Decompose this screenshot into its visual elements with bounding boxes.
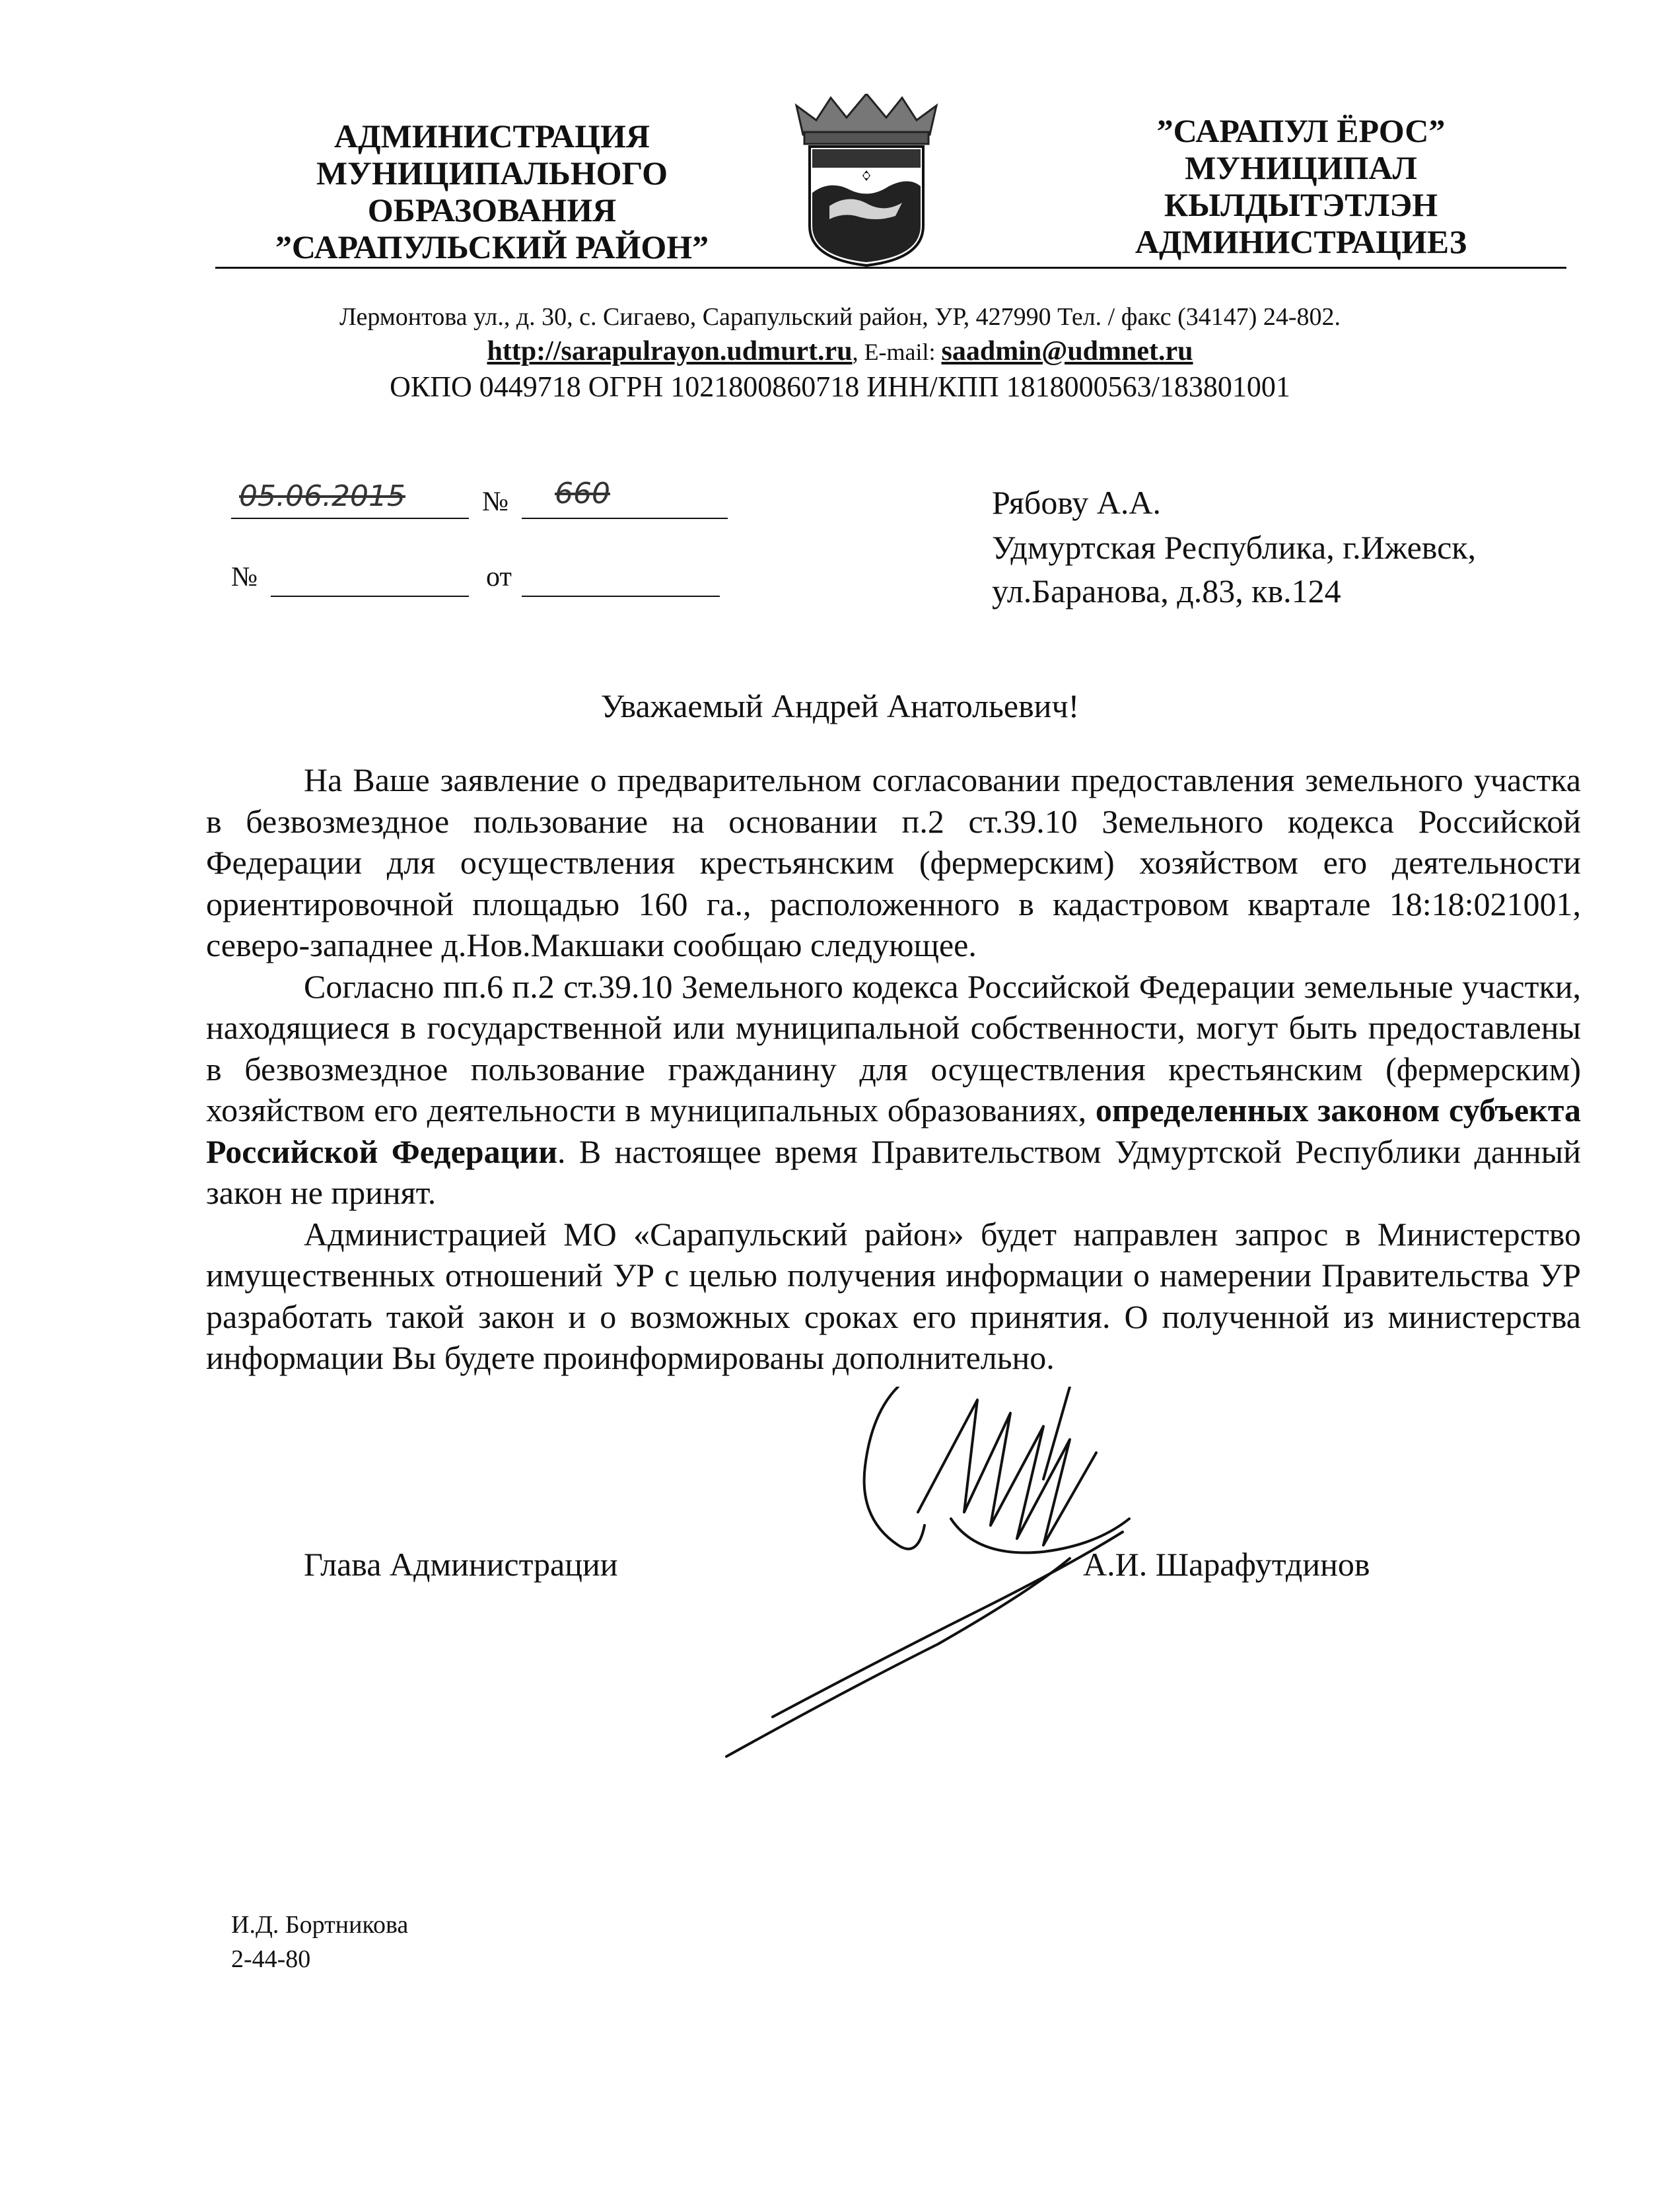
body-paragraph	[206, 966, 1581, 1214]
org-name-udmurt	[1083, 112, 1519, 260]
org-name-line: ОБРАЗОВАНИЯ	[367, 191, 617, 228]
ref-date-line	[522, 596, 720, 597]
number-label: №	[482, 487, 509, 517]
postal-address: Лермонтова ул., д. 30, с. Сигаево, Сарапульский район, УР, 427990 Тел. / факс (34147) 24-802.	[339, 303, 1341, 331]
handwritten-number: 660	[555, 477, 610, 510]
executor-name: И.Д. Бортникова	[231, 1911, 409, 1939]
handwritten-signature	[700, 1387, 1162, 1809]
body-text: Согласно пп.6 п.2 ст.39.10 Земельного кодекса Российской Федерации земельные участки, находящиеся в государственной или муниципальной собственности, могут быть предоставлены в безвозмездное пользование гражданину для осуществления крестьянским (фермерским) хозяйством его деятельности в муниципальных образованиях,	[206, 967, 1581, 1128]
ref-number-line	[271, 596, 469, 597]
org-name-line: АДМИНИСТРАЦИЕЗ	[1135, 223, 1467, 260]
org-name-line: МУНИЦИПАЛЬНОГО	[316, 155, 668, 191]
email-label: , E-mail:	[852, 339, 942, 365]
website-link[interactable]: http://sarapulrayon.udmurt.ru	[487, 336, 853, 366]
executor-phone: 2-44-80	[231, 1945, 311, 1973]
number-line	[522, 518, 728, 519]
org-name-line: КЫЛДЫТЭТЛЭН	[1164, 186, 1438, 223]
addressee-street: ул.Баранова, д.83, кв.124	[992, 573, 1341, 609]
outgoing-registration	[231, 477, 733, 523]
org-name-line: АДМИНИСТРАЦИЯ	[334, 118, 650, 155]
coat-of-arms-emblem	[790, 94, 943, 267]
body-paragraph: Администрацией МО «Сарапульский район» будет направлен запрос в Министерство имущественных отношений УР с целью получения информации о намерении Правительства УР разработать такой закон и о возможных сроках его принятия. О полученной из министерства информации Вы будете проинформированы дополнительно.	[206, 1215, 1581, 1376]
body-emphasis: определенных законом субъекта Российской Федерации	[206, 1092, 1581, 1170]
web-contacts	[0, 335, 1680, 367]
incoming-reference	[231, 561, 733, 608]
registration-codes: ОКПО 0449718 ОГРН 1021800860718 ИНН/КПП 1818000563/183801001	[390, 370, 1290, 403]
signatory-title: Глава Администрации	[304, 1546, 618, 1583]
signatory-name: А.И. Шарафутдинов	[1083, 1546, 1370, 1583]
body-text: . В настоящее время Правительством Удмуртской Республики данный закон не принят.	[206, 1132, 1581, 1211]
handwritten-date: 05.06.2015	[239, 479, 405, 513]
body-paragraph: На Ваше заявление о предварительном согласовании предоставления земельного участка в безвозмездное пользование на основании п.2 ст.39.10 Земельного кодекса Российской Федерации для осуществления крестьянским (фермерским) хозяйством его деятельности ориентировочной площадью 160 га., расположенного в кадастровом квартале 18:18:021001, северо-западнее д.Нов.Макшаки сообщаю следующее.	[206, 761, 1581, 963]
addressee-name: Рябову А.А.	[992, 484, 1161, 521]
header-divider	[215, 267, 1566, 269]
org-name-line: ”САРАПУЛ ЁРОС”	[1156, 112, 1446, 149]
email-link[interactable]: saadmin@udmnet.ru	[941, 336, 1193, 366]
addressee-city: Удмуртская Республика, г.Ижевск,	[992, 529, 1477, 566]
letter-body	[206, 759, 1581, 1379]
org-name-line: МУНИЦИПАЛ	[1185, 149, 1417, 186]
salutation: Уважаемый Андрей Анатольевич!	[600, 687, 1080, 724]
date-line	[231, 518, 469, 519]
org-name-line: ”САРАПУЛЬСКИЙ РАЙОН”	[275, 228, 709, 265]
org-name-russian	[218, 118, 766, 265]
ref-from-label: от	[486, 562, 512, 592]
ref-number-label: №	[231, 562, 258, 592]
